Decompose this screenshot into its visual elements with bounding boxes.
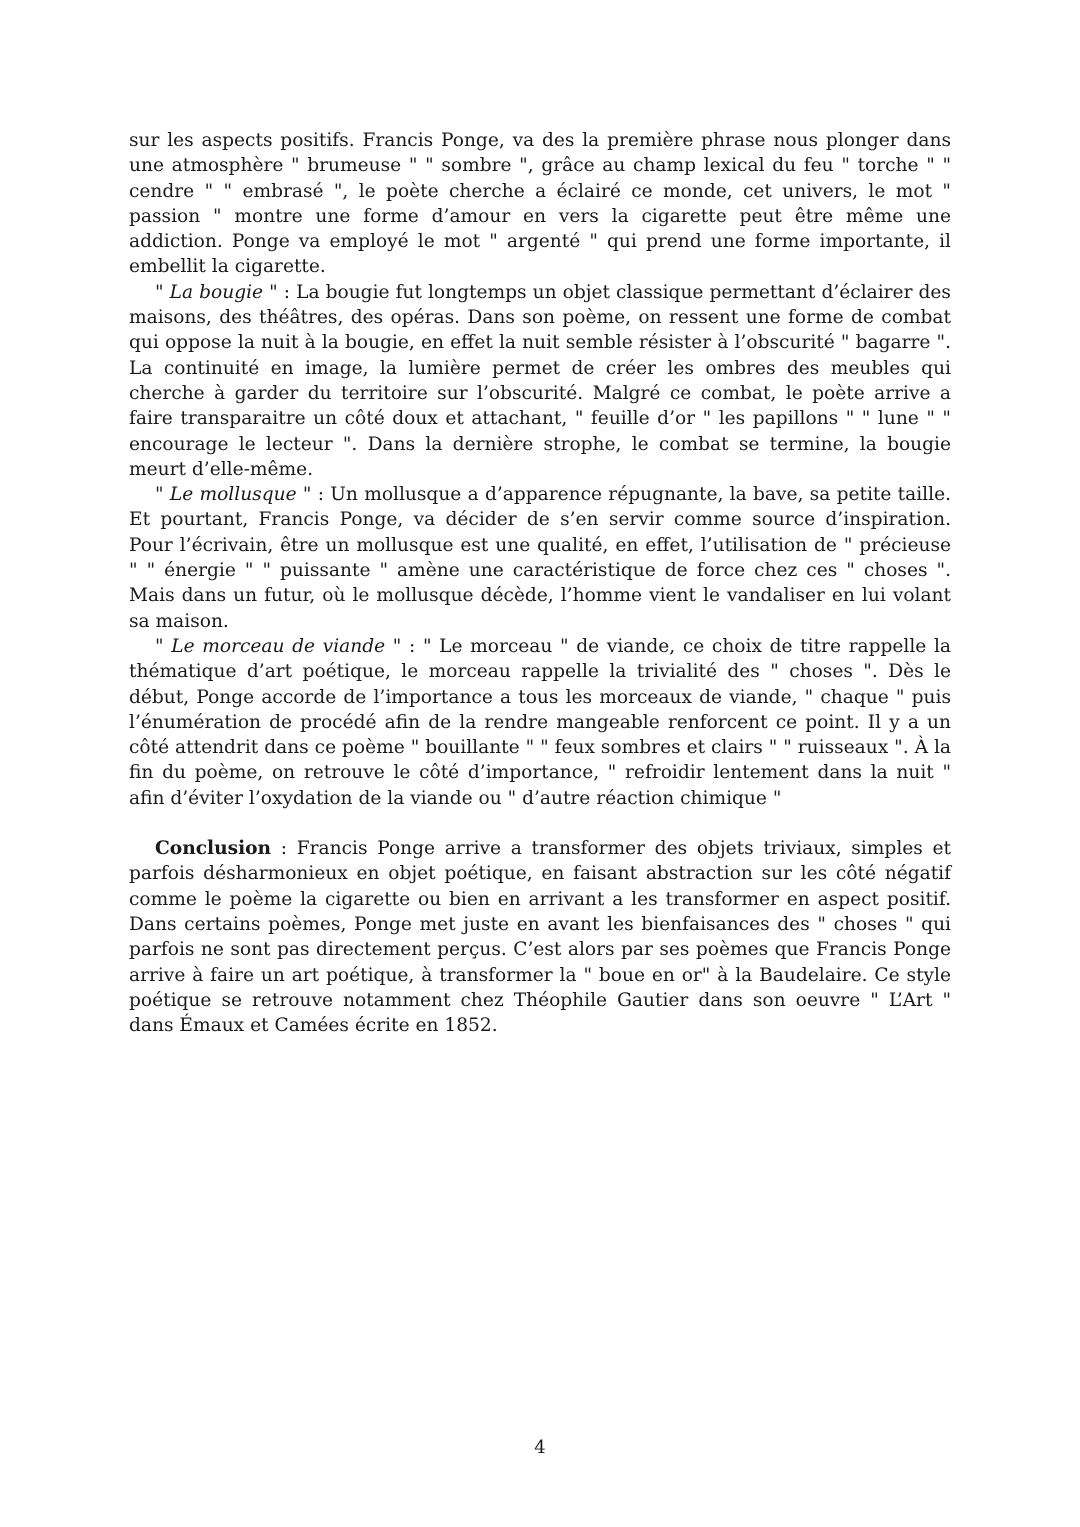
paragraph-le-mollusque (129, 482, 951, 634)
conclusion-text: Francis Ponge arrive a transformer des objets triviaux, simples et parfois désharmonieux en objet poétique, en faisant abstraction sur les côté négatif comme le poème la cigarette ou bien en arrivant a les transformer en aspect positif. Dans certains poèmes, Ponge met juste en avant les bienfaisances des " choses " qui parfois ne sont pas directement perçus. C’est alors par ses poèmes que Francis Ponge arrive à faire un art poétique, à transformer la " boue en or" à la Baudelaire. Ce style poétique se retrouve notamment chez Théophile Gautier dans son oeuvre " L’Art " dans Émaux et Camées écrite en 1852. (129, 838, 951, 1037)
paragraph-le-morceau-de-viande (129, 634, 951, 811)
page-body (129, 128, 951, 1038)
poem-title: La bougie (169, 281, 264, 303)
quote-close: " : (385, 635, 423, 657)
conclusion-heading: Conclusion (155, 838, 272, 860)
quote-close: " : (296, 484, 331, 506)
quote-open: " (155, 635, 172, 657)
paragraph-conclusion (129, 836, 951, 1038)
conclusion-separator: : (271, 838, 297, 860)
paragraph-text: Un mollusque a d’apparence répugnante, la bave, sa petite taille. Et pourtant, Francis Ponge, va décider de s’en servir comme source d’inspiration. Pour l’écrivain, être un mollusque est une qualité, en effet, l’utilisation de " précieuse " " énergie " " puissante " amène une caractéristique de force chez ces " choses ". Mais dans un futur, où le mollusque décède, l’homme vient le vandaliser en lui volant sa maison. (129, 484, 951, 632)
paragraph-text: " Le morceau " de viande, ce choix de titre rappelle la thématique d’art poétique, le morceau rappelle la trivialité des " choses ". Dès le début, Ponge accorde de l’importance a tous les morceaux de viande, " chaque " puis l’énumération de procédé afin de la rendre mangeable renforcent ce point. Il y a un côté attendrit dans ce poème " bouillante " " feux sombres et clairs " " ruisseaux ". À la fin du poème, on retrouve le côté d’importance, " refroidir lentement dans la nuit " afin d’éviter l’oxydation de la viande ou " d’autre réaction chimique " (129, 635, 951, 809)
page-number: 4 (534, 1437, 546, 1458)
quote-close: " : (263, 281, 297, 303)
paragraph-text: sur les aspects positifs. Francis Ponge, va des la première phrase nous plonger dans une atmosphère " brumeuse " " sombre ", grâce au champ lexical du feu " torche " " cendre " " embrasé ", le poète cherche a éclairé ce monde, cet univers, le mot " passion " montre une forme d’amour en vers la cigarette peut être même une addiction. Ponge va employé le mot " argenté " qui prend une forme importante, il embellit la cigarette. (129, 130, 951, 278)
paragraph-cigarette-continuation (129, 128, 951, 280)
quote-open: " (155, 281, 170, 303)
paragraph-la-bougie (129, 280, 951, 482)
paragraph-text: La bougie fut longtemps un objet classique permettant d’éclairer des maisons, des théâtres, des opéras. Dans son poème, on ressent une forme de combat qui oppose la nuit à la bougie, en effet la nuit semble résister à l’obscurité " bagarre ". La continuité en image, la lumière permet de créer les ombres des meubles qui cherche à garder du territoire sur l’obscurité. Malgré ce combat, le poète arrive a faire transparaitre un côté doux et attachant, " feuille d’or " les papillons " " lune " " encourage le lecteur ". Dans la dernière strophe, le combat se termine, la bougie meurt d’elle-même. (129, 281, 951, 480)
poem-title: Le mollusque (169, 484, 297, 506)
poem-title: Le morceau de viande (171, 635, 386, 657)
quote-open: " (155, 484, 170, 506)
